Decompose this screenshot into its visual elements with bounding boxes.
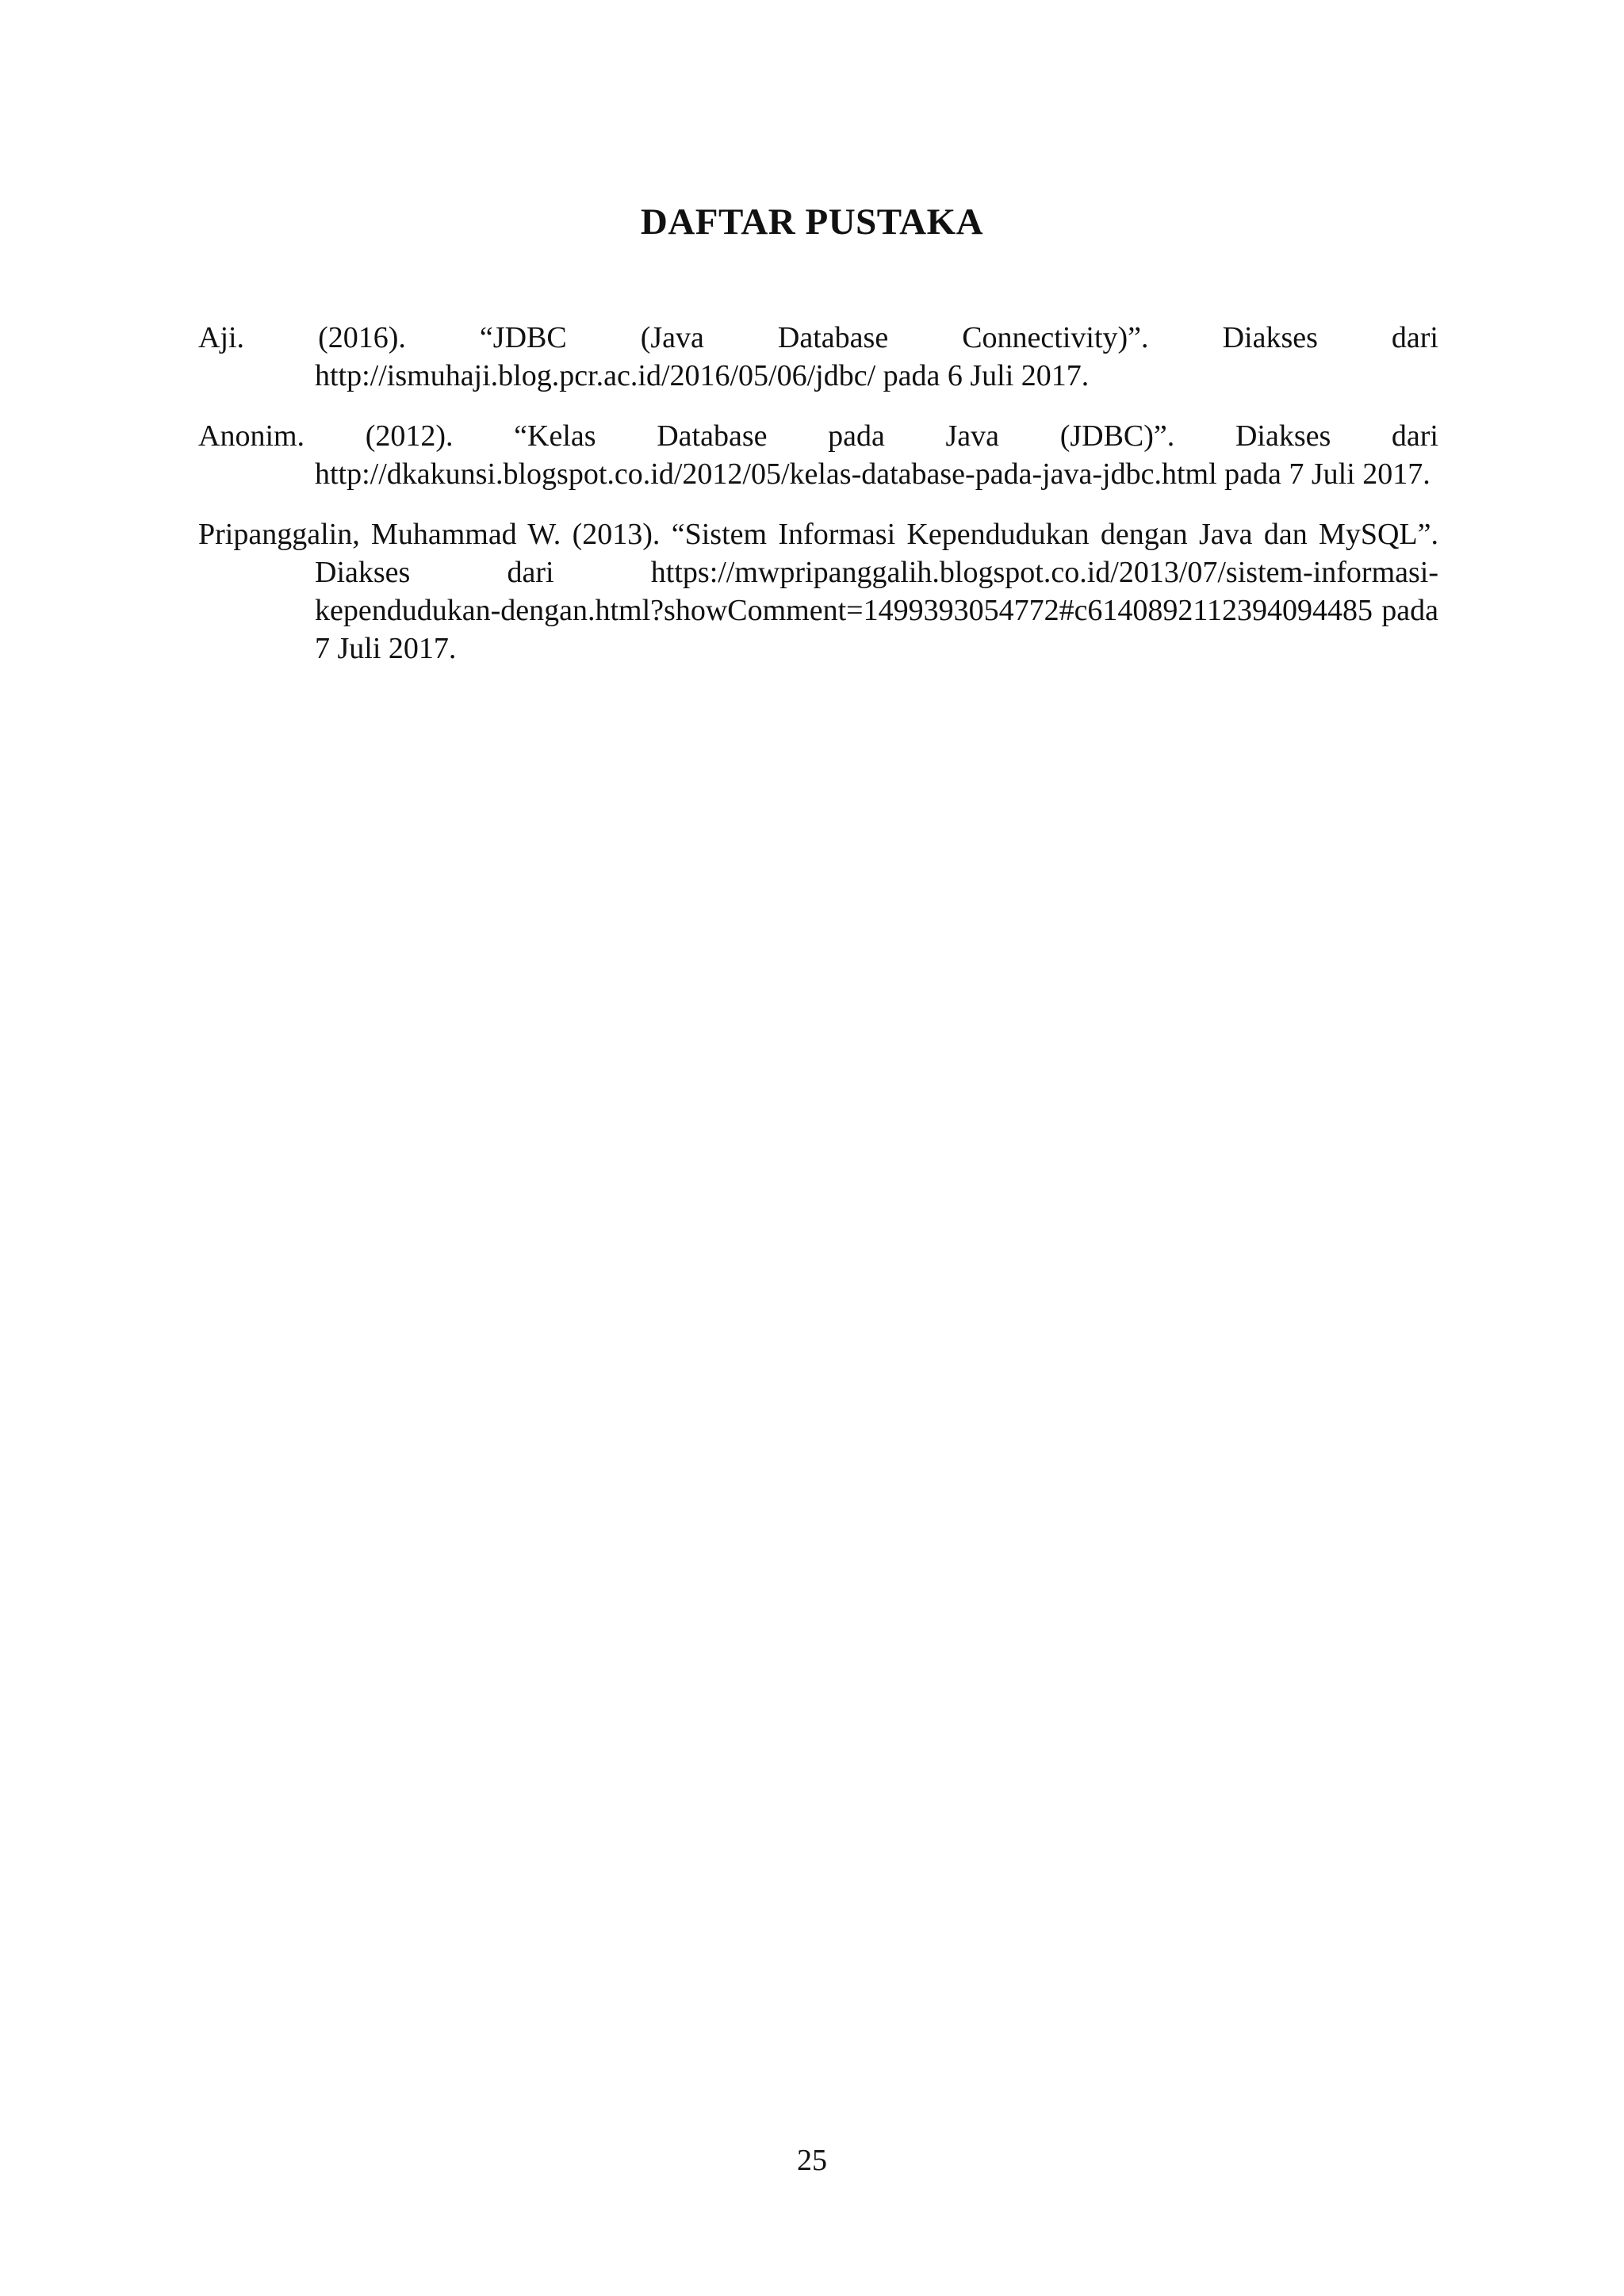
reference-text: Pripanggalin, Muhammad W. (2013). “Sistem Informasi Kependudukan dengan Java dan MySQL”. Diakses dari https://mwpripanggalih.blogspot.co.id/2013/07/sistem-informasi-kependudukan-dengan.html?showComment=1499393054772#c6140892112394094485 pada 7 Juli 2017.: [198, 518, 1438, 665]
reference-entry: [198, 319, 1438, 395]
page-title: DAFTAR PUSTAKA: [640, 201, 984, 243]
page-number: 25: [797, 2144, 827, 2177]
reference-entry: [198, 417, 1438, 493]
reference-entry: [198, 515, 1438, 668]
reference-text: Anonim. (2012). “Kelas Database pada Java (JDBC)”. Diakses dari http://dkakunsi.blogspot.co.id/2012/05/kelas-database-pada-java-jdbc.html pada 7 Juli 2017.: [198, 419, 1438, 491]
reference-text: Aji. (2016). “JDBC (Java Database Connectivity)”. Diakses dari http://ismuhaji.blog.pcr.ac.id/2016/05/06/jdbc/ pada 6 Juli 2017.: [198, 321, 1438, 392]
reference-list: [198, 319, 1438, 690]
